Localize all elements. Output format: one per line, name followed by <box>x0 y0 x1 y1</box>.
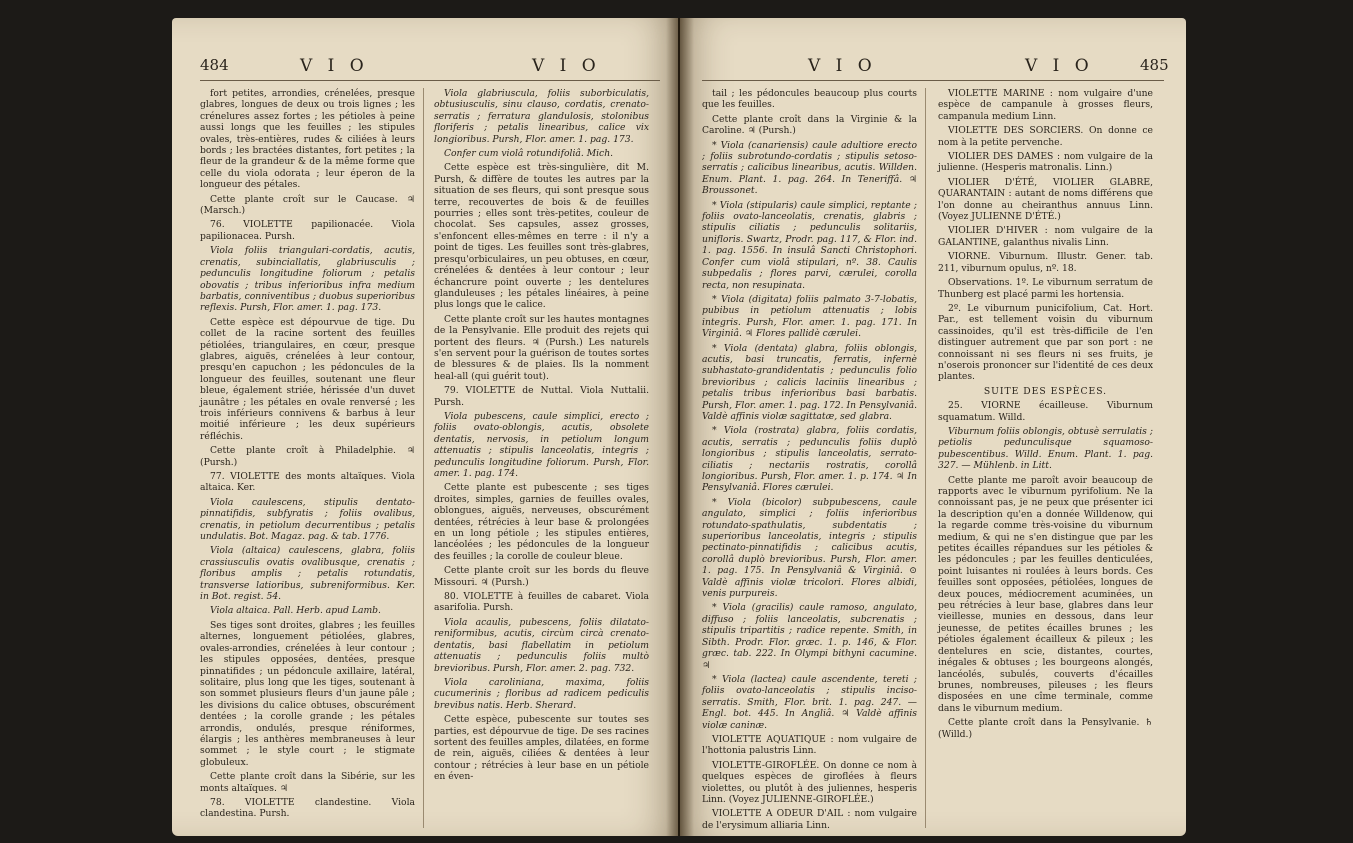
paragraph: Cette plante est pubescente ; ses tiges droites, simples, garnies de feuilles ovales, oblongues, aiguës, nerveuses, obscurément dentées, rétrécies à leur base & prolongées en un long pétiole ; les stipules entières, lancéolées ; les pédoncules de la longueur des feuilles ; la corolle de couleur bleue. <box>434 482 649 562</box>
paragraph: 76. VIOLETTE papilionacée. Viola papilionacea. Pursh. <box>200 219 415 242</box>
paragraph: VIOLIER D'ÉTÉ, VIOLIER GLABRE, QUARANTAIN : autant de noms différens que l'on donne au cheiranthus annuus Linn. (Voyez JULIENNE D'ÉTÉ.) <box>938 176 1153 223</box>
paragraph: Cette plante croît dans la Sibérie, sur les monts altaïques. ♃ <box>200 771 415 794</box>
text-column <box>434 88 649 786</box>
paragraph: Cette espèce est très-singulière, dit M. Pursh, & diffère de toutes les autres par la situation de ses fleurs, qui sont presque sous terre, recouvertes de bois & de feuilles pourries ; elles sont très-petites, couleur de chocolat. Ses capsules, assez grosses, s'enfoncent elles-mêmes en terre : il n'y a point de tiges. Les feuilles sont très-glabres, presqu'orbiculaires, un peu obtuses, en cœur, crénelées & dentées à leur contour ; leur échancrure point ouverte ; les dentelures glanduleuses ; les pétales linéaires, à peine plus longs que le calice. <box>434 162 649 311</box>
paragraph: Cette plante croît dans la Pensylvanie. ♄ (Willd.) <box>938 717 1153 740</box>
paragraph: VIOLETTE-GIROFLÉE. On donne ce nom à quelques espèces de giroflées à fleurs violettes, ou plutôt à des juliennes, hesperis Linn. (Voyez JULIENNE-GIROFLÉE.) <box>702 759 917 805</box>
paragraph: * Viola (bicolor) subpubescens, caule angulato, simplici ; foliis inferioribus rotundato-spathulatis, subdentatis ; superioribus lanceolatis, integris ; stipulis pectinato-pinnatifidis ; calicibus acutis, corollâ duplò brevioribus. Pursh, Flor. amer. 1. pag. 175. In Pensylvaniâ & Virginiâ. ⊙ Valdè affinis violæ tricolori. Flores albidi, venis purpureis. <box>702 496 917 600</box>
paragraph: * Viola (gracilis) caule ramoso, angulato, diffuso ; foliis lanceolatis, subcrenatis ; stipulis tripartitis ; radice repente. Smith, in Sibth. Prodr. Flor. græc. 1. p. 146, & Flor. græc. tab. 222. In Olympi bithyni cacumine. ♃ <box>702 602 917 671</box>
running-head-title: V I O <box>1025 56 1094 76</box>
paragraph: Cette plante me paroît avoir beaucoup de rapports avec le viburnum pyrifolium. Ne la connoissant pas, je ne peux que présenter ici la description qu'en a donnée Willdenow, qui la regarde comme très-voisine du viburnum medium, & qui ne s'en distingue que par les petites écailles répandues sur les pétioles & les pédoncules ; par les feuilles denticulées, point luisantes ni roulées à leurs bords. Ces feuilles sont opposées, pétiolées, longues de deux pouces, médiocrement acuminées, un peu rétrécies à leur base, glabres dans leur vieillesse, munies en dessous, dans leur jeunesse, de petites écailles brunes ; les pétioles également écailleux & pileux ; les dentelures en scie, distantes, courtes, inégales & obtuses ; les bourgeons alongés, lancéolés, subulés, couverts d'écailles brunes, nombreuses, pileuses ; les fleurs disposées en une cîme terminale, comme dans le viburnum medium. <box>938 474 1153 714</box>
paragraph: SUITE DES ESPÈCES. <box>983 385 1108 397</box>
page-number: 485 <box>1140 56 1169 74</box>
paragraph: VIOLETTE MARINE : nom vulgaire d'une espèce de campanule à grosses fleurs, campanula medium Linn. <box>938 88 1153 122</box>
paragraph: VIOLETTE AQUATIQUE : nom vulgaire de l'hottonia palustris Linn. <box>702 733 917 757</box>
paragraph: Confer cum violâ rotundifoliâ. Mich. <box>444 148 614 160</box>
text-column <box>702 88 917 834</box>
book-gutter <box>666 18 694 836</box>
paragraph: * Viola (lactea) caule ascendente, tereti ; foliis ovato-lanceolatis ; stipulis inciso-serratis. Smith, Flor. brit. 1. pag. 247. — Engl. bot. 445. In Angliâ. ♃ Valdè affinis violæ caninæ. <box>702 673 917 731</box>
paragraph: VIOLETTE A ODEUR D'AIL : nom vulgaire de l'erysimum alliaria Linn. <box>702 808 917 831</box>
paragraph: fort petites, arrondies, crénelées, presque glabres, longues de deux ou trois lignes ; les crénelures assez fortes ; les pétioles à peine aussi longs que les feuilles ; les stipules ovales, très-entières, rudes & ciliées à leurs bords ; les bractées distantes, fort petites ; la fleur de la grandeur & de la même forme que celle du viola odorata ; leur éperon de la longueur des pétales. <box>200 88 415 191</box>
paragraph: VIOLIER D'HIVER : nom vulgaire de la GALANTINE, galanthus nivalis Linn. <box>938 225 1153 248</box>
paragraph: Ses tiges sont droites, glabres ; les feuilles alternes, longuement pétiolées, glabres, ovales-arrondies, crénelées à leur contour ; les stipules opposées, dentées, presque pinnatifides ; un pédoncule axillaire, latéral, solitaire, plus long que les tiges, soutenant à son sommet plusieurs fleurs d'un jaune pâle ; les divisions du calice obtuses, obscurément dentées ; la corolle grande ; les pétales arrondis, ondulés, presque réniformes, élargis ; les anthères membraneuses à leur sommet ; le style court ; le stigmate globuleux. <box>200 619 415 768</box>
paragraph: 78. VIOLETTE clandestine. Viola clandestina. Pursh. <box>200 796 415 820</box>
paragraph: Viola (altaica) caulescens, glabra, foliis crassiusculis ovatis ovalibusque, crenatis ; floribus amplis ; petalis rotundatis, transverse latioribus, subreniformibus. Ker. in Bot. regist. 54. <box>200 545 415 603</box>
running-head-title: V I O <box>300 56 369 76</box>
paragraph: Cette plante croît sur les hautes montagnes de la Pensylvanie. Elle produit des rejets qui portent des fleurs. ♃ (Pursh.) Les naturels s'en servent pour la guérison de toutes sortes de blessures & de plaies. Ils la nomment heal-all (qui guérit tout). <box>434 313 649 382</box>
header-rule <box>702 80 1164 81</box>
text-column <box>200 88 415 823</box>
paragraph: Viola altaica. Pall. Herb. apud Lamb. <box>210 605 381 617</box>
paragraph: Cette espèce, pubescente sur toutes ses parties, est dépourvue de tige. De ses racines sortent des feuilles amples, dilatées, en forme de rein, aiguës, ciliées & dentées à leur contour ; rétrécies à leur base en un pétiole en éven- <box>434 714 650 783</box>
paragraph: VIOLIER DES DAMES : nom vulgaire de la julienne. (Hesperis matronalis. Linn.) <box>938 151 1153 174</box>
right-page <box>680 18 1186 836</box>
paragraph: Viola pubescens, caule simplici, erecto ; foliis ovato-oblongis, acutis, obsolete dentatis, nervosis, in petiolum longum attenuatis ; stipulis lanceolatis, integris ; pedunculis longitudine foliorum. Pursh, Flor. amer. 1. pag. 174. <box>434 410 649 479</box>
header-rule <box>200 80 660 81</box>
page-number: 484 <box>200 56 229 74</box>
paragraph: Cette plante croît à Philadelphie. ♃ (Pursh.) <box>200 445 415 468</box>
paragraph: Cette espèce est dépourvue de tige. Du collet de la racine sortent des feuilles pétiolées, triangulaires, en cœur, presque glabres, aiguës, crénelées à leur contour, presqu'en capuchon ; les pédoncules de la longueur des feuilles, soutenant une fleur bleue, également striée, hérissée d'un duvet jaunâtre ; les pétales en ovale renversé ; les trois inférieurs connivens & barbus à leur moitié inférieure ; les deux supérieurs réfléchis. <box>200 316 415 442</box>
paragraph: * Viola (rostrata) glabra, foliis cordatis, acutis, serratis ; pedunculis foliis duplò longioribus ; stipulis lanceolatis, serrato-ciliatis ; nectariis rostratis, corollâ longioribus. Pursh, Flor. amer. 1. p. 174. ♃ In Pensylvaniâ. Flores cærulei. <box>702 425 917 494</box>
column-divider <box>925 88 926 828</box>
paragraph: 79. VIOLETTE de Nuttal. Viola Nuttalii. Pursh. <box>434 385 649 408</box>
paragraph: Viola acaulis, pubescens, foliis dilatato-reniformibus, acutis, circùm circà crenato-dentatis, basi flabellatim in petiolum attenuatis ; pedunculis foliis multò brevioribus. Pursh, Flor. amer. 2. pag. 732. <box>434 616 649 674</box>
text-column <box>938 88 1153 743</box>
paragraph: VIORNE. Viburnum. Illustr. Gener. tab. 211, viburnum opulus, nº. 18. <box>938 251 1153 274</box>
paragraph: Viburnum foliis oblongis, obtusè serrulatis ; petiolis pedunculisque squamoso-pubescentibus. Willd. Enum. Plant. 1. pag. 327. — Mühlenb. in Litt. <box>938 425 1153 472</box>
paragraph: * Viola (canariensis) caule adultiore erecto ; foliis subrotundo-cordatis ; stipulis setoso-serratis ; calicibus linearibus, acutis. Willden. Enum. Plant. 1. pag. 264. In Teneriffâ. ♃ Broussonet. <box>702 139 917 197</box>
right-running-head <box>680 56 1186 80</box>
paragraph: Viola caroliniana, maxima, foliis cucumerinis ; floribus ad radicem pediculis brevibus natis. Herb. Sherard. <box>434 676 649 711</box>
running-head-title: V I O <box>532 56 601 76</box>
paragraph: Cette plante croît sur le Caucase. ♃ (Marsch.) <box>200 193 415 217</box>
paragraph: * Viola (stipularis) caule simplici, reptante ; foliis ovato-lanceolatis, crenatis, glabris ; stipulis ciliatis ; pedunculis solitariis, unifloris. Swartz, Prodr. pag. 117, & Flor. ind. 1. pag. 1556. In insulâ Sancti Christophori. Confer cum violâ stipulari, nº. 38. Caulis subpedalis ; flores parvi, cærulei, corolla recta, non resupinata. <box>702 199 917 291</box>
paragraph: 77. VIOLETTE des monts altaïques. Viola altaica. Ker. <box>200 471 415 494</box>
paragraph: Viola glabriuscula, foliis suborbiculatis, obtusiusculis, sinu clauso, cordatis, crenato-serratis ; ferratura glandulosis, stolonibus floriferis ; petalis linearibus, calice vix longioribus. Pursh, Flor. amer. 1. pag. 173. <box>434 88 649 145</box>
paragraph: Cette plante croît sur les bords du fleuve Missouri. ♃ (Pursh.) <box>434 565 649 588</box>
column-divider <box>423 88 424 828</box>
paragraph: Viola foliis triangulari-cordatis, acutis, crenatis, subinciallatis, glabriusculis ; pedunculis longitudine foliorum ; petalis obovatis ; tribus inferioribus infra medium barbatis, conniventibus ; duobus superioribus reflexis. Pursh, Flor. amer. 1. pag. 173. <box>200 245 415 314</box>
paragraph: Observations. 1º. Le viburnum serratum de Thunberg est placé parmi les hortensia. <box>938 277 1153 300</box>
paragraph: Cette plante croît dans la Virginie & la Caroline. ♃ (Pursh.) <box>702 113 917 137</box>
paragraph: 80. VIOLETTE à feuilles de cabaret. Viola asarifolia. Pursh. <box>434 591 649 614</box>
left-page <box>172 18 678 836</box>
paragraph: 25. VIORNE écailleuse. Viburnum squamatum. Willd. <box>938 400 1153 423</box>
running-head-title: V I O <box>808 56 877 76</box>
left-running-head <box>172 56 678 80</box>
paragraph: Viola caulescens, stipulis dentato-pinnatifidis, subfyratis ; foliis ovalibus, crenatis, in petiolum decurrentibus ; petalis undulatis. Bot. Magaz. pag. & tab. 1776. <box>200 496 415 543</box>
paragraph: * Viola (digitata) foliis palmato 3-7-lobatis, pubibus in petiolum attenuatis ; lobis integris. Pursh, Flor. amer. 1. pag. 171. In Virginiâ. ♃ Flores pallidè cærulei. <box>702 293 917 340</box>
paragraph: VIOLETTE DES SORCIERS. On donne ce nom à la petite pervenche. <box>938 125 1153 148</box>
paragraph: * Viola (dentata) glabra, foliis oblongis, acutis, basi truncatis, ferratis, infernè subhastato-grandidentatis ; pedunculis folio brevioribus ; calicis laciniis linearibus ; petalis tribus inferioribus basi barbatis. Pursh, Flor. amer. 1. pag. 172. In Pensylvaniâ. Valdè affinis violæ sagittatæ, sed glabra. <box>702 342 917 422</box>
paragraph: 2º. Le viburnum punicifolium, Cat. Hort. Par., est tellement voisin du viburnum cassinoides, qu'il est très-difficile de l'en distinguer autrement que par son port : ne connoissant ni ses fleurs ni ses fruits, je n'oserois prononcer sur l'identité de ces deux plantes. <box>938 302 1153 383</box>
paragraph: tail ; les pédoncules beaucoup plus courts que les feuilles. <box>702 88 917 111</box>
